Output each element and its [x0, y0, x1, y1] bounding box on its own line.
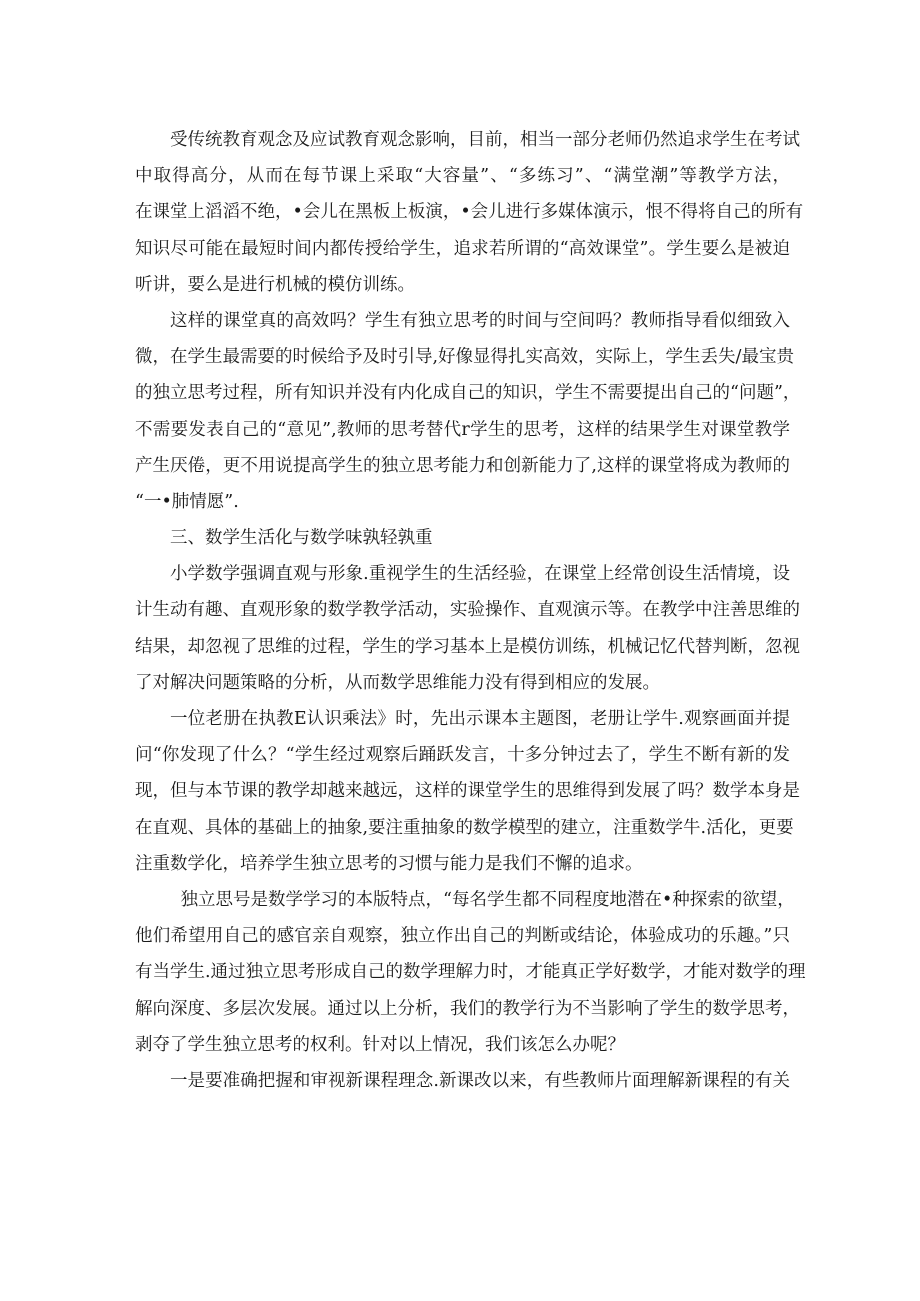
text-line: 了对解决问题策略的分析，从而数学思维能力没有得到相应的发展。 — [135, 672, 660, 693]
text-line: 中取得高分，从而在每节课上采取“大容量”、“多练习”、“满堂潮”等教学方法， — [135, 166, 790, 187]
text-line: 剥夺了学生独立思考的权利。针对以上情况，我们该怎么办呢？ — [135, 1034, 625, 1055]
text-line: 计生动有趣、直观形象的数学教学活动，实验操作、直观演示等。在教学中注善思维的 — [135, 600, 800, 621]
text-line: 产生厌倦，更不用说提高学生的独立思考能力和创新能力了,这样的课堂将成为教师的 — [135, 455, 790, 476]
paragraph — [135, 701, 800, 882]
text-line: 在课堂上滔滔不绝，•会儿在黑板上板演，•会儿进行多媒体演示，恨不得将自己的所有 — [135, 202, 804, 223]
text-line: 结果，却忽视了思维的过程，学生的学习基本上是模仿训练，机械记忆代替判断，忽视 — [135, 636, 800, 657]
paragraph — [135, 556, 800, 701]
text-line: 听讲，要么是进行机械的模仿训练。 — [135, 274, 415, 295]
text-line: 受传统教育观念及应试教育观念影响，目前，相当一部分老师仍然追求学生在考试 — [170, 130, 800, 150]
body-text — [135, 122, 806, 1099]
paragraph — [135, 122, 804, 303]
text-line: 这样的课堂真的高效吗？学生有独立思考的时间与空间吗？教师指导看似细致入 — [170, 310, 790, 331]
text-line: “一•肺情愿”. — [135, 491, 239, 512]
text-line: 在直观、具体的基础上的抽象,要注重抽象的数学模型的建立，注重数学牛.活化，更要 — [135, 817, 794, 838]
text-line: 三、数学生活化与数学味孰轻孰重 — [170, 528, 433, 549]
text-line: 微，在学生最需要的时候给予及时引导,好像显得扎实高效，实际上，学生丢失/最宝贵 — [135, 347, 794, 368]
text-line: 不需要发表自己的“意见”,教师的思考替代r学生的思考，这样的结果学生对课堂教学 — [135, 419, 790, 440]
text-line: 一是要准确把握和审视新课程理念.新课改以来，有些教师片面理解新课程的有关 — [170, 1070, 790, 1091]
paragraph — [135, 882, 806, 1063]
paragraph — [135, 520, 790, 556]
paragraph — [135, 303, 801, 520]
text-line: 现，但与本节课的教学却越来越远，这样的课堂学生的思维得到发展了吗？数学本身是 — [135, 781, 800, 802]
text-line: 解向深度、多层次发展。通过以上分析，我们的教学行为不当影响了学生的数学思考， — [135, 998, 800, 1019]
text-line: 小学数学强调直观与形象.重视学生的生活经验，在课堂上经常创设生活情境，设 — [170, 564, 790, 585]
text-line: 问“你发现了什么？“学生经过观察后踊跃发言，十多分钟过去了，学生不断有新的发 — [135, 745, 790, 766]
text-line: 有当学生.通过独立思考形成自己的数学理解力时，才能真正学好数学，才能对数学的理 — [135, 962, 806, 983]
text-line: 注重数学化，培养学生独立思考的习惯与能力是我们不懈的追求。 — [135, 853, 643, 874]
paragraph — [135, 1063, 790, 1099]
text-line: 一位老册在执教E认识乘法》时，先出示课本主题图，老册让学牛.观察画面并提 — [170, 709, 790, 729]
text-line: 的独立思考过程，所有知识并没有内化成自己的知识，学生不需要提出自己的“问题”， — [135, 383, 801, 404]
text-line: 知识尽可能在最短时间内都传授给学生，追求若所谓的“高效课堂”。学生要么是被迫 — [135, 238, 790, 259]
text-line: 独立思号是数学学习的本版特点，“每名学生都不同程度地潜在•种探索的欲望， — [180, 889, 795, 910]
text-line: 他们希望用自己的感官亲自观察，独立作出自己的判断或结论，体验成功的乐趣。”只 — [135, 926, 790, 947]
